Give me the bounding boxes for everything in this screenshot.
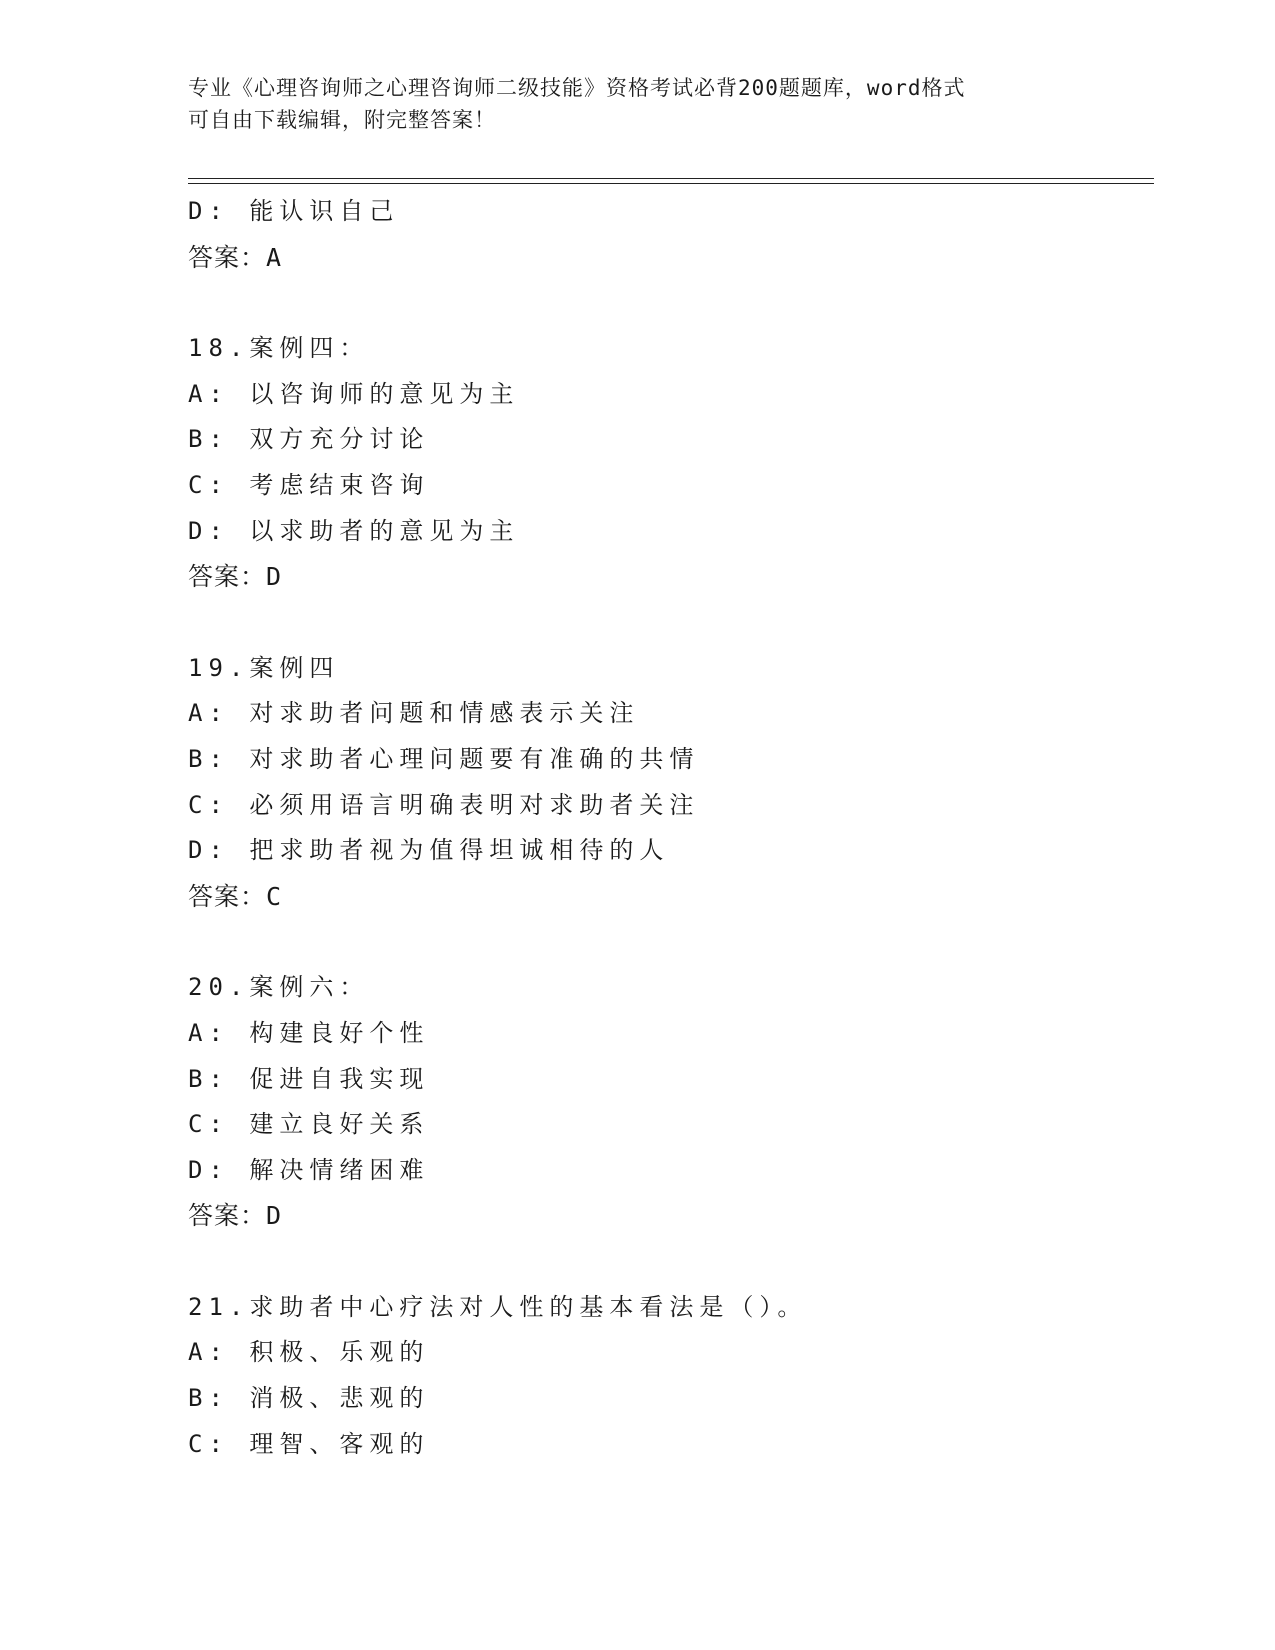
option-a: A: 构建良好个性 [188,1018,430,1047]
option-c: C: 必须用语言明确表明对求助者关注 [188,790,700,819]
option-b: B: 消极、悲观的 [188,1384,430,1413]
option-d: D: 解决情绪困难 [188,1155,430,1184]
question-19 [188,646,1148,920]
option-a: A: 以咨询师的意见为主 [188,379,520,408]
option-d: D: 以求助者的意见为主 [188,516,520,545]
option-c: C: 建立良好关系 [188,1110,430,1139]
prev-option-d: D: 能认识自己 [188,197,400,225]
question-stem: 20.案例六： [188,973,370,1002]
question-18 [188,326,1148,600]
option-b: B: 对求助者心理问题要有准确的共情 [188,744,700,773]
option-c: C: 理智、客观的 [188,1429,430,1458]
header-line-2: 可自由下载编辑，附完整答案！ [188,108,496,132]
question-list [188,189,1148,1467]
document-header [188,72,1088,136]
answer: 答案：D [188,1201,283,1231]
spacer [188,1239,1148,1285]
question-stem: 19.案例四 [188,653,340,682]
option-b: B: 促进自我实现 [188,1064,430,1093]
spacer [188,919,1148,965]
answer: 答案：C [188,881,283,911]
option-a: A: 积极、乐观的 [188,1338,430,1367]
answer: 答案：D [188,562,283,592]
question-stem: 21.求助者中心疗法对人性的基本看法是（）。 [188,1292,808,1321]
option-b: B: 双方充分讨论 [188,425,430,454]
header-divider-top [188,178,1154,179]
spacer [188,280,1148,326]
option-c: C: 考虑结束咨询 [188,470,430,499]
spacer [188,600,1148,646]
header-line-1: 专业《心理咨询师之心理咨询师二级技能》资格考试必背200题题库，word格式 [188,76,966,100]
question-stem: 18.案例四： [188,334,370,363]
question-21 [188,1285,1148,1467]
question-20 [188,965,1148,1239]
option-a: A: 对求助者问题和情感表示关注 [188,699,640,728]
option-d: D: 把求助者视为值得坦诚相待的人 [188,836,670,865]
header-divider-bottom [188,183,1154,184]
prev-answer: 答案：A [188,242,283,272]
